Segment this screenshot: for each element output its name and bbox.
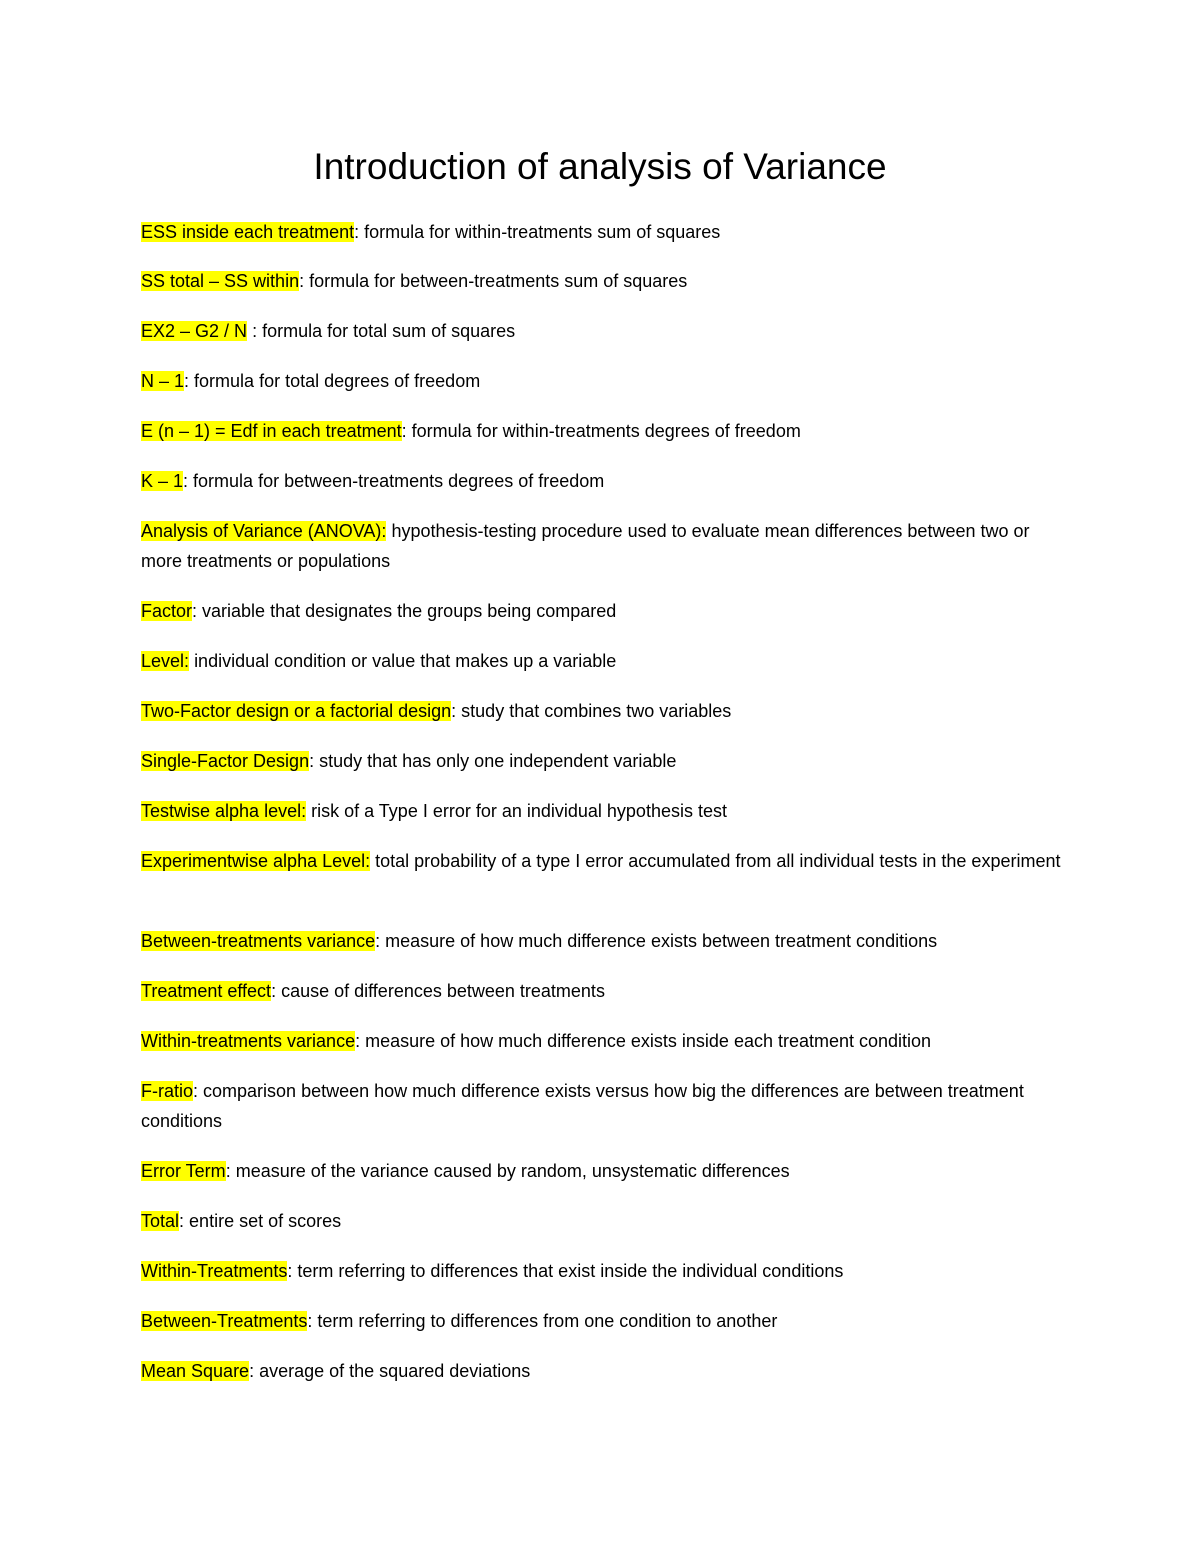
term-definition: formula for within-treatments degrees of freedom <box>411 421 801 441</box>
glossary-entry <box>141 1256 1071 1286</box>
term-separator: : <box>193 1081 204 1101</box>
term-separator: : <box>354 222 365 242</box>
term-definition: formula for within-treatments sum of squares <box>364 222 721 242</box>
highlighted-term: Total <box>141 1211 180 1231</box>
term-separator: : <box>184 371 195 391</box>
term-separator: : <box>309 751 320 771</box>
glossary-entry <box>141 926 1071 956</box>
term-definition: entire set of scores <box>189 1211 342 1231</box>
glossary-entry <box>141 1156 1071 1186</box>
term-separator: : <box>401 421 412 441</box>
term-definition: measure of how much difference exists inside each treatment condition <box>365 1031 932 1051</box>
glossary-entry <box>141 976 1071 1006</box>
glossary-entry <box>141 596 1071 626</box>
glossary-entry <box>141 266 1071 296</box>
glossary-entry <box>141 696 1071 726</box>
term-separator: : <box>247 321 263 341</box>
highlighted-term: E (n – 1) = Edf in each treatment <box>141 421 402 441</box>
term-separator: : <box>249 1361 260 1381</box>
highlighted-term: K – 1 <box>141 471 184 491</box>
term-separator: : <box>451 701 462 721</box>
term-separator: : <box>375 931 386 951</box>
highlighted-term: SS total – SS within <box>141 271 300 291</box>
glossary-entry <box>141 846 1071 876</box>
term-definition: formula for total degrees of freedom <box>194 371 481 391</box>
term-definition: cause of differences between treatments <box>281 981 605 1001</box>
term-separator: : <box>179 1211 190 1231</box>
term-separator: : <box>355 1031 366 1051</box>
term-definition: variable that designates the groups being compared <box>202 601 617 621</box>
glossary-entry <box>141 217 1071 247</box>
highlighted-term: Treatment effect <box>141 981 272 1001</box>
glossary-entry <box>141 1206 1071 1236</box>
glossary-entry <box>141 366 1071 396</box>
term-definition: risk of a Type I error for an individual hypothesis test <box>311 801 727 821</box>
term-definition: formula for total sum of squares <box>262 321 516 341</box>
term-definition: term referring to differences from one condition to another <box>317 1311 778 1331</box>
term-separator: : <box>271 981 282 1001</box>
glossary-entry <box>141 1306 1071 1336</box>
highlighted-term: F-ratio <box>141 1081 194 1101</box>
term-separator: : <box>299 271 310 291</box>
term-definition: individual condition or value that makes up a variable <box>194 651 617 671</box>
highlighted-term: Two-Factor design or a factorial design <box>141 701 452 721</box>
term-separator: : <box>192 601 203 621</box>
highlighted-term: Level: <box>141 651 190 671</box>
highlighted-term: Within-treatments variance <box>141 1031 356 1051</box>
glossary-entry <box>141 516 1071 576</box>
term-separator: : <box>225 1161 236 1181</box>
glossary-entry <box>141 416 1071 446</box>
glossary-entry <box>141 746 1071 776</box>
term-definition: comparison between how much difference exists versus how big the differences are between treatment conditions <box>141 1081 1024 1131</box>
highlighted-term: Error Term <box>141 1161 226 1181</box>
highlighted-term: Analysis of Variance (ANOVA): <box>141 521 387 541</box>
highlighted-term: Experimentwise alpha Level: <box>141 851 371 871</box>
highlighted-term: Mean Square <box>141 1361 250 1381</box>
glossary-entry <box>141 1026 1071 1056</box>
term-definition: formula for between-treatments sum of squares <box>309 271 688 291</box>
glossary-entry <box>141 796 1071 826</box>
term-definition: hypothesis-testing procedure used to evaluate mean differences between two or more treatments or populations <box>141 521 1030 571</box>
term-definition: study that combines two variables <box>461 701 732 721</box>
highlighted-term: Testwise alpha level: <box>141 801 307 821</box>
term-definition: term referring to differences that exist inside the individual conditions <box>297 1261 844 1281</box>
glossary-entry <box>141 466 1071 496</box>
term-definition: measure of how much difference exists between treatment conditions <box>385 931 938 951</box>
term-definition: measure of the variance caused by random, unsystematic differences <box>235 1161 790 1181</box>
term-definition: study that has only one independent variable <box>319 751 677 771</box>
term-separator: : <box>307 1311 318 1331</box>
page-title: Introduction of analysis of Variance <box>313 146 887 187</box>
glossary-entry <box>141 316 1071 346</box>
glossary-entry <box>141 1076 1071 1136</box>
highlighted-term: N – 1 <box>141 371 185 391</box>
highlighted-term: ESS inside each treatment <box>141 222 355 242</box>
term-separator: : <box>287 1261 298 1281</box>
glossary-entry <box>141 646 1071 676</box>
term-definition: total probability of a type I error accumulated from all individual tests in the experiment <box>375 851 1061 871</box>
term-definition: average of the squared deviations <box>259 1361 531 1381</box>
highlighted-term: Between-treatments variance <box>141 931 376 951</box>
highlighted-term: Between-Treatments <box>141 1311 308 1331</box>
highlighted-term: Single-Factor Design <box>141 751 310 771</box>
glossary-entry <box>141 1356 1071 1386</box>
highlighted-term: EX2 – G2 / N <box>141 321 248 341</box>
highlighted-term: Within-Treatments <box>141 1261 288 1281</box>
highlighted-term: Factor <box>141 601 193 621</box>
term-definition: formula for between-treatments degrees of freedom <box>193 471 605 491</box>
term-separator: : <box>183 471 194 491</box>
